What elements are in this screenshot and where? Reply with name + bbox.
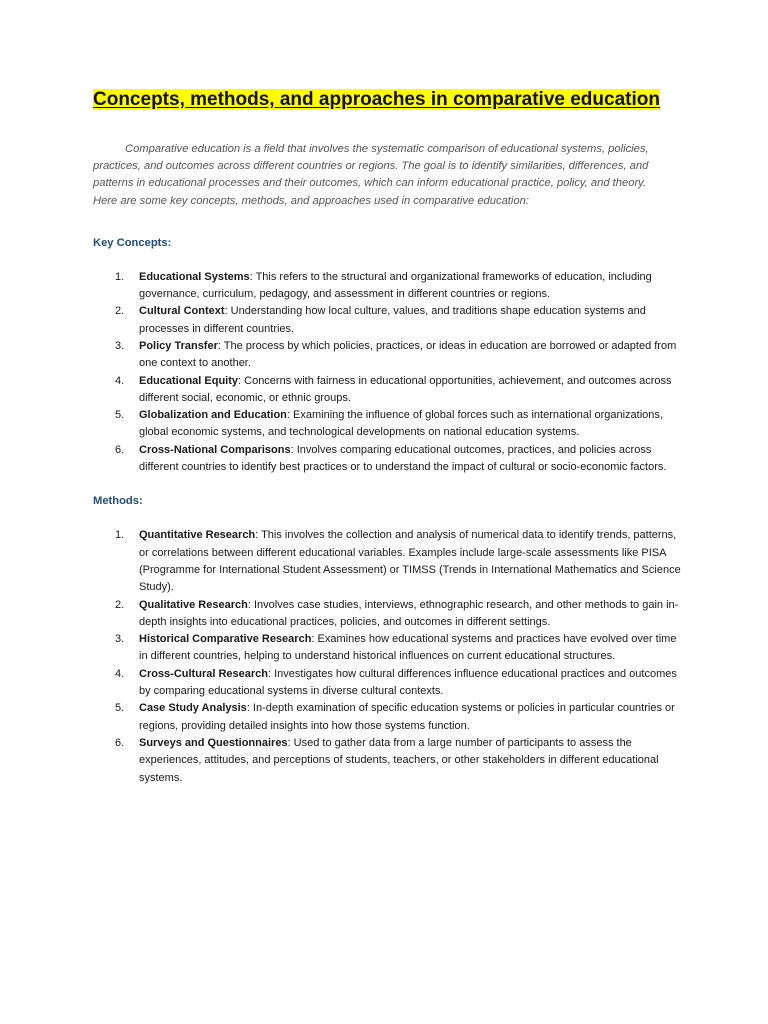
- item-term: Educational Equity: [139, 374, 239, 387]
- item-number: 3.: [115, 340, 125, 352]
- item-text: : Concerns with fairness in educational opportunities, achievement, and outcomes across different social, economic, or ethnic groups.: [139, 374, 672, 404]
- list-item: [93, 442, 683, 477]
- item-term: Case Study Analysis: [139, 702, 247, 715]
- item-number: 1.: [115, 270, 125, 283]
- list-item: [93, 666, 683, 701]
- item-term: Historical Comparative Research: [139, 633, 312, 646]
- item-number: 2.: [115, 305, 125, 318]
- list-item: [93, 269, 683, 304]
- list-item: [93, 597, 683, 632]
- item-text: : Investigates how cultural differences influence educational practices and outcomes by comparing educational systems in diverse cultural contexts.: [139, 667, 677, 698]
- item-number: 4.: [115, 374, 125, 387]
- list-item: [93, 631, 683, 666]
- list-item: [93, 700, 683, 735]
- item-text: : This involves the collection and analysis of numerical data to identify trends, patterns, or correlations between different educational variables. Examples include large-scale assessments like PISA (Programme for International Student Assessment) or TIMSS (Trends in International Mathematics and Science Study).: [139, 529, 681, 594]
- item-text: : This refers to the structural and organizational frameworks of education, including governance, curriculum, pedagogy, and assessment in different countries or regions.: [139, 270, 652, 301]
- key-concepts-heading: Key Concepts:: [93, 236, 172, 249]
- item-text: : The process by which policies, practices, or ideas in education are borrowed or adapted from one context to another.: [139, 340, 677, 370]
- item-term: Surveys and Questionnaires: [139, 736, 288, 749]
- item-number: 5.: [115, 409, 125, 422]
- item-term: Qualitative Research: [139, 598, 248, 611]
- list-item: [93, 735, 683, 787]
- item-term: Cross-National Comparisons: [139, 443, 291, 456]
- item-number: 3.: [115, 633, 125, 646]
- item-number: 1.: [115, 529, 125, 542]
- document-page: [93, 86, 683, 787]
- list-item: [93, 303, 683, 338]
- item-term: Cultural Context: [139, 305, 225, 318]
- item-number: 2.: [115, 598, 125, 611]
- list-item: [93, 527, 683, 596]
- item-term: Cross-Cultural Research: [139, 667, 268, 680]
- item-term: Policy Transfer: [139, 340, 218, 352]
- key-concepts-list: [93, 269, 683, 477]
- item-number: 5.: [115, 702, 125, 715]
- intro-paragraph: Comparative education is a field that involves the systematic comparison of educational systems, policies, practices, and outcomes across different countries or regions. The goal is to identify similarities, differences, and patterns in educational processes and their outcomes, which can inform educational practice, policy, and theory. Here are some key concepts, methods, and approaches used in comparative education:: [93, 143, 649, 207]
- item-text: : Examines how educational systems and practices have evolved over time in different countries, helping to understand historical influences on current educational structures.: [139, 633, 677, 663]
- methods-heading: Methods:: [93, 495, 143, 508]
- item-text: : Examining the influence of global forces such as international organizations, global economic systems, and technological developments on national education systems.: [139, 409, 663, 439]
- page-title-text: Concepts, methods, and approaches in comparative education: [93, 89, 660, 110]
- item-text: : Understanding how local culture, values, and traditions shape education systems and processes in different countries.: [139, 305, 646, 335]
- item-text: : Involves case studies, interviews, ethnographic research, and other methods to gain in-depth insights into educational practices, policies, and outcomes in different settings.: [139, 598, 679, 628]
- item-number: 6.: [115, 443, 125, 456]
- item-term: Educational Systems: [139, 270, 250, 283]
- list-item: [93, 407, 683, 442]
- methods-list: [93, 527, 683, 786]
- page-title: [93, 86, 683, 113]
- item-text: : Used to gather data from a large number of participants to assess the experiences, attitudes, and perceptions of students, teachers, or other stakeholders in different educational systems.: [139, 736, 659, 784]
- item-text: : In-depth examination of specific education systems or policies in particular countries or regions, providing detailed insights into how those systems function.: [139, 702, 675, 732]
- item-term: Globalization and Education: [139, 409, 287, 422]
- item-text: : Involves comparing educational outcomes, practices, and policies across different countries to identify best practices or to understand the impact of cultural or socio-economic factors.: [139, 443, 667, 474]
- list-item: [93, 373, 683, 408]
- item-number: 6.: [115, 736, 125, 749]
- item-number: 4.: [115, 667, 125, 680]
- list-item: [93, 338, 683, 373]
- item-term: Quantitative Research: [139, 529, 256, 542]
